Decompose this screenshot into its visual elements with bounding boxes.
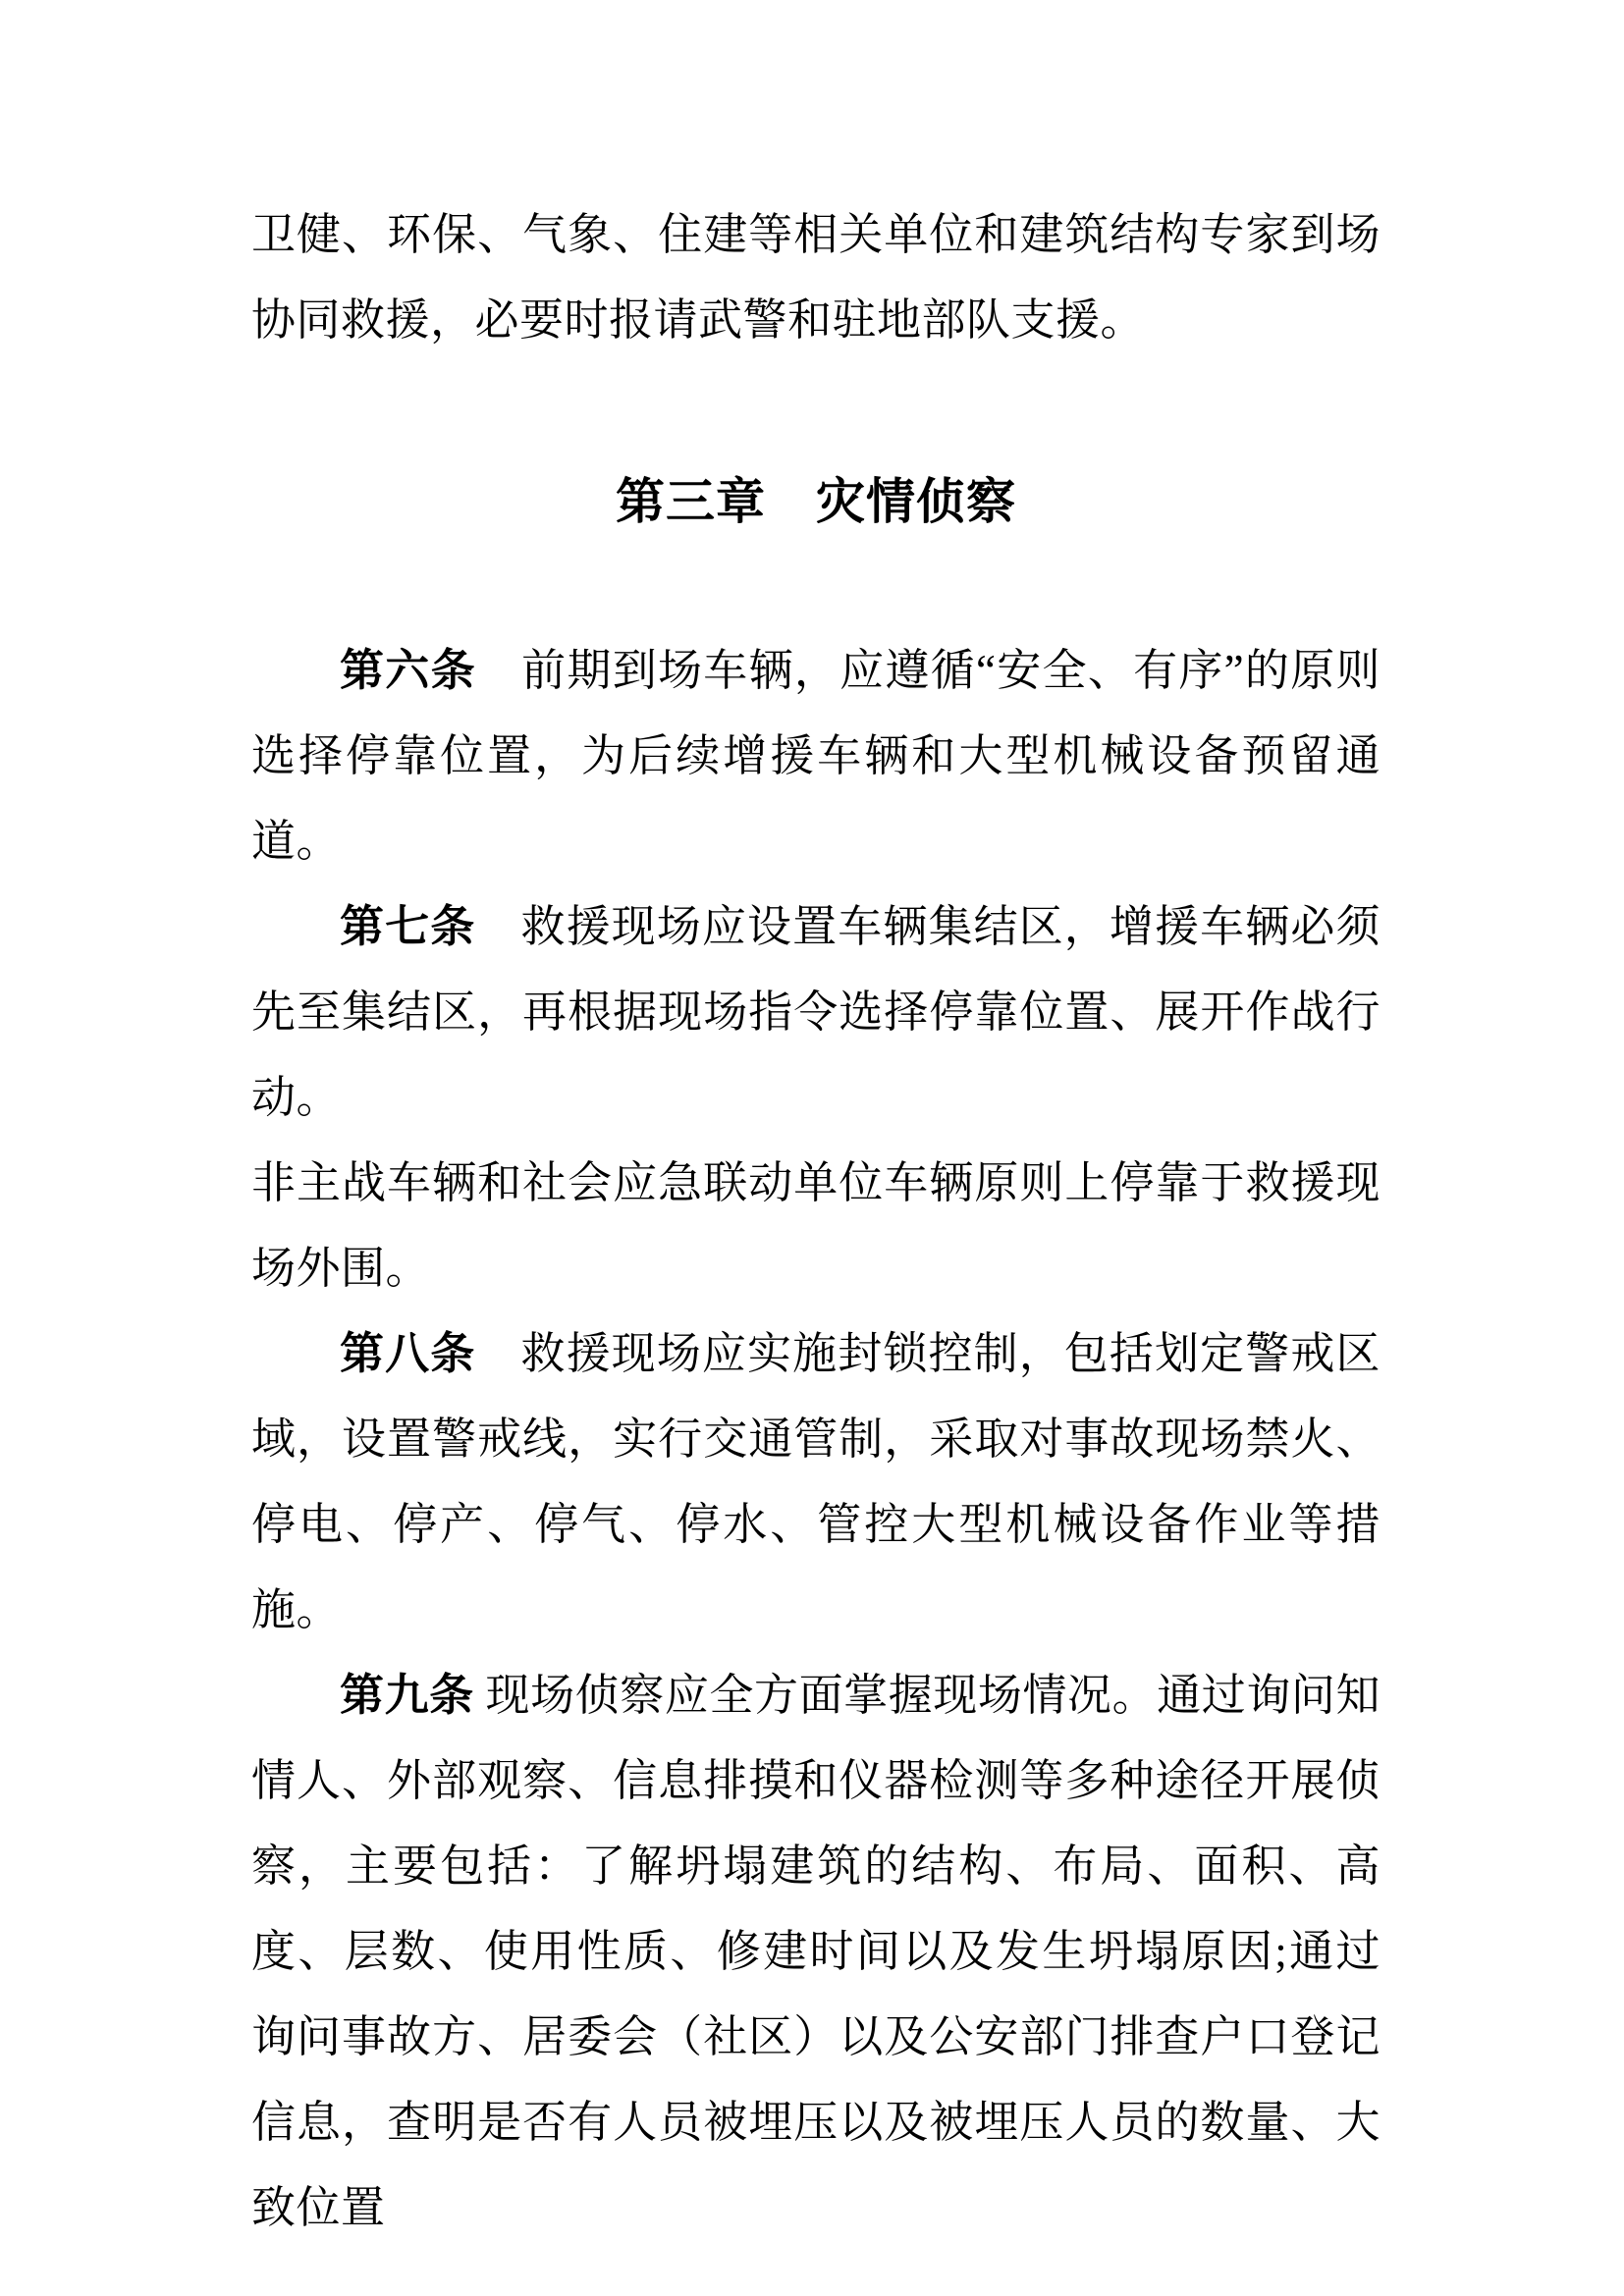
- article-number: 第六条: [340, 646, 476, 695]
- paragraph: [251, 1311, 1380, 1653]
- paragraph: [251, 192, 1380, 363]
- article-number: 第七条: [340, 902, 476, 951]
- text-run: 卫健、环保、气象、住建等相关单位和建筑结构专家到场协同救援，必要时报请武警和驻地部队支援。: [251, 210, 1380, 345]
- text-run: 第三章 灾情侦察: [616, 474, 1016, 529]
- text-run: 非主战车辆和社会应急联动单位车辆原则上停靠于救援现场外围。: [251, 1158, 1380, 1293]
- paragraph: [251, 1141, 1380, 1311]
- article-number: 第九条: [340, 1671, 474, 1720]
- paragraph: [251, 628, 1380, 884]
- text-run: 救援现场应实施封锁控制，包括划定警戒区域，设置警戒线，实行交通管制，采取对事故现场禁火、停电、停产、停气、停水、管控大型机械设备作业等措施。: [251, 1329, 1380, 1634]
- text-run: 前期到场车辆，应遵循“安全、有序”的原则选择停靠位置，为后续增援车辆和大型机械设备预留通道。: [251, 646, 1380, 866]
- document-content: [251, 192, 1380, 2251]
- article-number: 第八条: [340, 1329, 476, 1378]
- chapter-heading: [251, 472, 1380, 531]
- text-run: 救援现场应设置车辆集结区，增援车辆必须先至集结区，再根据现场指令选择停靠位置、展开作战行动。: [251, 902, 1380, 1122]
- paragraph: [251, 884, 1380, 1141]
- paragraph: [251, 1653, 1380, 2251]
- text-run: 现场侦察应全方面掌握现场情况。通过询问知情人、外部观察、信息排摸和仪器检测等多种途径开展侦察，主要包括：了解坍塌建筑的结构、布局、面积、高度、层数、使用性质、修建时间以及发生坍塌原因;通过询问事故方、居委会（社区）以及公安部门排查户口登记信息，查明是否有人员被埋压以及被埋压人员的数量、大致位置: [251, 1671, 1380, 2232]
